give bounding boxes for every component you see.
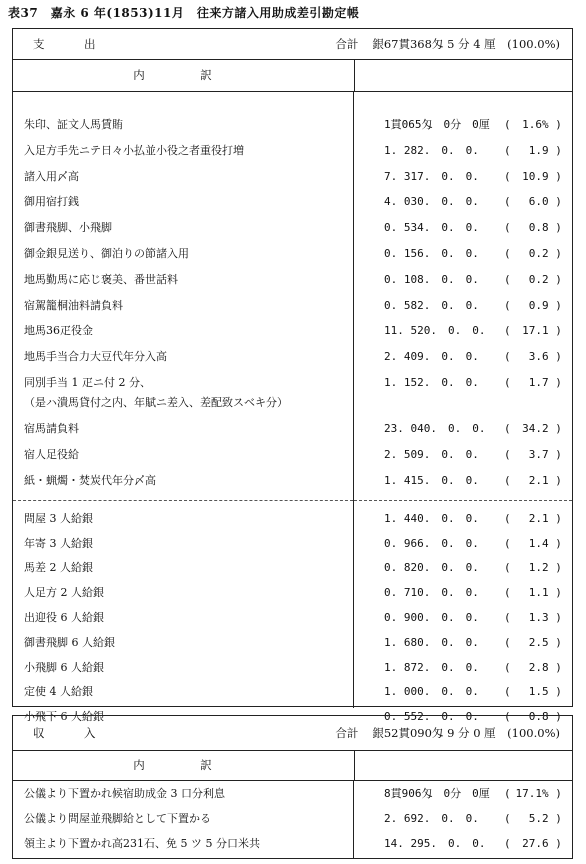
value-cell	[354, 468, 572, 494]
percentage: ( 10.9 )	[504, 164, 562, 190]
percentage: ( 1.2 )	[504, 556, 562, 581]
value-cell	[354, 112, 572, 138]
value-cell	[354, 370, 572, 416]
amount: 1. 440. 0. 0.	[384, 511, 479, 525]
value-cell	[354, 189, 572, 215]
list-item	[13, 606, 353, 631]
amount: 0. 710. 0. 0.	[384, 586, 479, 600]
item-label: 諸入用〆高	[24, 169, 79, 183]
value-cell	[354, 138, 572, 164]
percentage-value: 0.2	[528, 272, 549, 286]
income-item-col	[13, 781, 354, 859]
item-label: 御金銀見送り、御泊りの節諸入用	[24, 246, 189, 260]
list-item	[13, 806, 353, 831]
percentage: ( 5.2 )	[504, 806, 562, 831]
value-cell	[354, 606, 572, 631]
value-cell	[354, 507, 572, 532]
list-item	[13, 781, 353, 806]
amount: 1. 872. 0. 0.	[384, 660, 479, 674]
income-label: 収 入	[33, 726, 110, 740]
percentage-value: 27.6	[522, 837, 549, 850]
percentage-value: 3.6	[528, 350, 549, 364]
expenses-table	[12, 28, 573, 724]
list-item	[13, 215, 353, 241]
expenses-subheader	[13, 60, 572, 92]
percentage-value: 5.2	[528, 812, 549, 825]
amount: 1. 680. 0. 0.	[384, 635, 479, 649]
percentage: ( 1.3 )	[504, 606, 562, 631]
amount: 0. 108. 0. 0.	[384, 272, 479, 286]
percentage-value: 1.2	[528, 561, 549, 575]
item-label: 年寄 3 人給銀	[24, 536, 93, 550]
percentage-value: 1.9	[528, 143, 549, 157]
list-item	[13, 164, 353, 190]
income-table	[12, 715, 573, 859]
list-item	[13, 138, 353, 164]
amount: 23. 040. 0. 0.	[384, 422, 486, 436]
item-label: 地馬36疋役金	[24, 324, 93, 338]
percentage: ( 1.5 )	[504, 680, 562, 705]
percentage: ( 6.0 )	[504, 189, 562, 215]
amount: 0. 900. 0. 0.	[384, 610, 479, 624]
item-label: 御書飛脚、小飛脚	[24, 221, 112, 235]
item-label: 馬差 2 人給銀	[24, 561, 93, 575]
item-label: 紙・蝋燭・焚炭代年分〆高	[24, 474, 156, 487]
value-cell	[354, 806, 572, 831]
percentage-value: 1.6%	[522, 118, 549, 131]
percentage: ( 34.2 )	[504, 416, 562, 442]
percentage-value: 2.5	[528, 635, 549, 649]
percentage-value: 0.9	[528, 298, 549, 312]
item-label: 公儀より下置かれ候宿助成金 3 口分利息	[24, 787, 225, 800]
amount: 0. 966. 0. 0.	[384, 536, 479, 550]
amount: 0. 156. 0. 0.	[384, 246, 479, 260]
group-separator	[354, 500, 572, 507]
list-item	[13, 344, 353, 370]
list-item	[13, 581, 353, 606]
percentage-value: 34.2	[522, 422, 549, 436]
item-label: 宿人足役給	[24, 448, 79, 462]
list-item	[13, 241, 353, 267]
percentage-value: 0.2	[528, 246, 549, 260]
percentage-value: 0.8	[528, 221, 549, 235]
percentage: ( 17.1 )	[504, 318, 562, 344]
percentage: ( 17.1% )	[504, 781, 562, 806]
list-item	[13, 680, 353, 705]
value-cell	[354, 656, 572, 681]
list-item	[13, 556, 353, 581]
percentage: ( 2.1 )	[504, 507, 562, 532]
list-item	[13, 468, 353, 494]
table-title: 表37 嘉永 6 年(1853)11月 往来方諸入用助成差引勘定帳	[8, 6, 360, 20]
item-label: 小飛下 6 人給銀	[24, 710, 104, 724]
amount: 11. 520. 0. 0.	[384, 324, 486, 338]
list-item	[13, 416, 353, 442]
expenses-total-label: 合計	[335, 37, 359, 51]
value-cell	[354, 215, 572, 241]
value-cell	[354, 581, 572, 606]
percentage: ( 3.7 )	[504, 442, 562, 468]
list-item	[13, 656, 353, 681]
list-item	[13, 318, 353, 344]
expenses-sub-label: 内 訳	[13, 60, 355, 91]
percentage: ( 1.7 )	[504, 370, 562, 396]
expenses-header	[13, 29, 572, 60]
income-subheader	[13, 751, 572, 781]
list-item	[13, 442, 353, 468]
percentage: ( 0.9 )	[504, 293, 562, 319]
item-label: 領主より下置かれ高231石、免 5 ツ 5 分口米共	[24, 837, 260, 850]
value-cell	[354, 293, 572, 319]
item-label: 宿駕籠桐油料請負料	[24, 298, 123, 312]
value-cell	[354, 442, 572, 468]
item-label: 同別手当 1 疋ニ付 2 分、	[24, 375, 151, 389]
income-sub-label: 内 訳	[13, 751, 355, 780]
percentage: ( 0.8 )	[504, 215, 562, 241]
value-cell	[354, 318, 572, 344]
expenses-value-col	[354, 92, 572, 724]
percentage: ( 3.6 )	[504, 344, 562, 370]
percentage: ( 1.4 )	[504, 532, 562, 557]
percentage: ( 2.1 )	[504, 468, 562, 494]
item-label: 入足方手先ニテ日々小払並小役之者重役打増	[24, 143, 244, 157]
list-item	[13, 112, 353, 138]
amount: 1. 415. 0. 0.	[384, 474, 479, 487]
percentage: ( 0.8 )	[504, 705, 562, 730]
amount: 2. 509. 0. 0.	[384, 448, 479, 462]
percentage: ( 0.2 )	[504, 267, 562, 293]
value-cell	[354, 416, 572, 442]
amount: 1. 152. 0. 0.	[384, 375, 479, 389]
item-label: 出迎役 6 人給銀	[24, 610, 104, 624]
value-cell	[354, 532, 572, 557]
expenses-item-col	[13, 92, 354, 724]
expenses-total: 銀67貫368匁 5 分 4 厘 (100.0%)	[372, 37, 560, 51]
percentage-value: 0.8	[528, 710, 549, 724]
value-cell	[354, 556, 572, 581]
value-cell	[354, 241, 572, 267]
amount: 2. 692. 0. 0.	[384, 812, 479, 825]
percentage-value: 17.1	[522, 324, 549, 338]
percentage: ( 1.1 )	[504, 581, 562, 606]
value-cell	[354, 631, 572, 656]
amount: 0. 534. 0. 0.	[384, 221, 479, 235]
amount: 1貫065匁 0分 0厘	[384, 118, 490, 131]
group-separator	[13, 500, 353, 507]
value-cell	[354, 680, 572, 705]
amount: 0. 552. 0. 0.	[384, 710, 479, 724]
percentage-value: 17.1%	[515, 787, 549, 800]
percentage: ( 1.6% )	[504, 112, 562, 138]
amount: 0. 820. 0. 0.	[384, 561, 479, 575]
percentage: ( 27.6 )	[504, 831, 562, 856]
percentage-value: 1.5	[528, 685, 549, 699]
item-label: 人足方 2 人給銀	[24, 586, 104, 600]
list-item	[13, 532, 353, 557]
amount: 2. 409. 0. 0.	[384, 350, 479, 364]
list-item	[13, 267, 353, 293]
amount: 7. 317. 0. 0.	[384, 169, 479, 183]
value-cell	[354, 164, 572, 190]
list-item	[13, 293, 353, 319]
expenses-label: 支 出	[33, 37, 110, 51]
percentage: ( 2.8 )	[504, 656, 562, 681]
percentage-value: 1.3	[528, 610, 549, 624]
item-label: 御用宿打銭	[24, 195, 79, 209]
percentage-value: 6.0	[528, 195, 549, 209]
percentage-value: 10.9	[522, 169, 549, 183]
item-label: 宿馬請負料	[24, 422, 79, 436]
list-item	[13, 189, 353, 215]
percentage-value: 1.4	[528, 536, 549, 550]
income-header	[13, 716, 572, 751]
percentage-value: 1.1	[528, 586, 549, 600]
item-label: 御書飛脚 6 人給銀	[24, 635, 115, 649]
income-total: 銀52貫090匁 9 分 0 厘 (100.0%)	[372, 726, 560, 740]
expenses-body	[13, 92, 572, 724]
item-label-continued: （是ハ潰馬貸付之内、年賦ニ差入、差配致スベキ分）	[24, 395, 288, 409]
percentage-value: 3.7	[528, 448, 549, 462]
percentage-value: 2.8	[528, 660, 549, 674]
amount: 0. 582. 0. 0.	[384, 298, 479, 312]
percentage-value: 2.1	[528, 511, 549, 525]
percentage: ( 0.2 )	[504, 241, 562, 267]
value-cell	[354, 781, 572, 806]
list-item	[13, 370, 353, 416]
percentage: ( 1.9 )	[504, 138, 562, 164]
amount: 1. 282. 0. 0.	[384, 143, 479, 157]
item-label: 朱印、証文人馬賃賄	[24, 118, 123, 131]
item-label: 公儀より問屋並飛脚給として下置かる	[24, 812, 211, 825]
amount: 4. 030. 0. 0.	[384, 195, 479, 209]
amount: 14. 295. 0. 0.	[384, 837, 486, 850]
value-cell	[354, 267, 572, 293]
item-label: 地馬手当合力大豆代年分入高	[24, 350, 167, 364]
item-label: 地馬勤馬に応じ褒美、番世話料	[24, 272, 178, 286]
list-item	[13, 507, 353, 532]
list-item	[13, 831, 353, 856]
item-label: 問屋 3 人給銀	[24, 511, 93, 525]
amount: 8貫906匁 0分 0厘	[384, 787, 490, 800]
income-body	[13, 781, 572, 859]
income-total-label: 合計	[335, 726, 359, 740]
percentage: ( 2.5 )	[504, 631, 562, 656]
list-item	[13, 631, 353, 656]
percentage-value: 2.1	[528, 474, 549, 487]
value-cell	[354, 344, 572, 370]
item-label: 小飛脚 6 人給銀	[24, 660, 104, 674]
item-label: 定使 4 人給銀	[24, 685, 93, 699]
percentage-value: 1.7	[528, 375, 549, 389]
amount: 1. 000. 0. 0.	[384, 685, 479, 699]
value-cell	[354, 831, 572, 856]
income-value-col	[354, 781, 572, 859]
